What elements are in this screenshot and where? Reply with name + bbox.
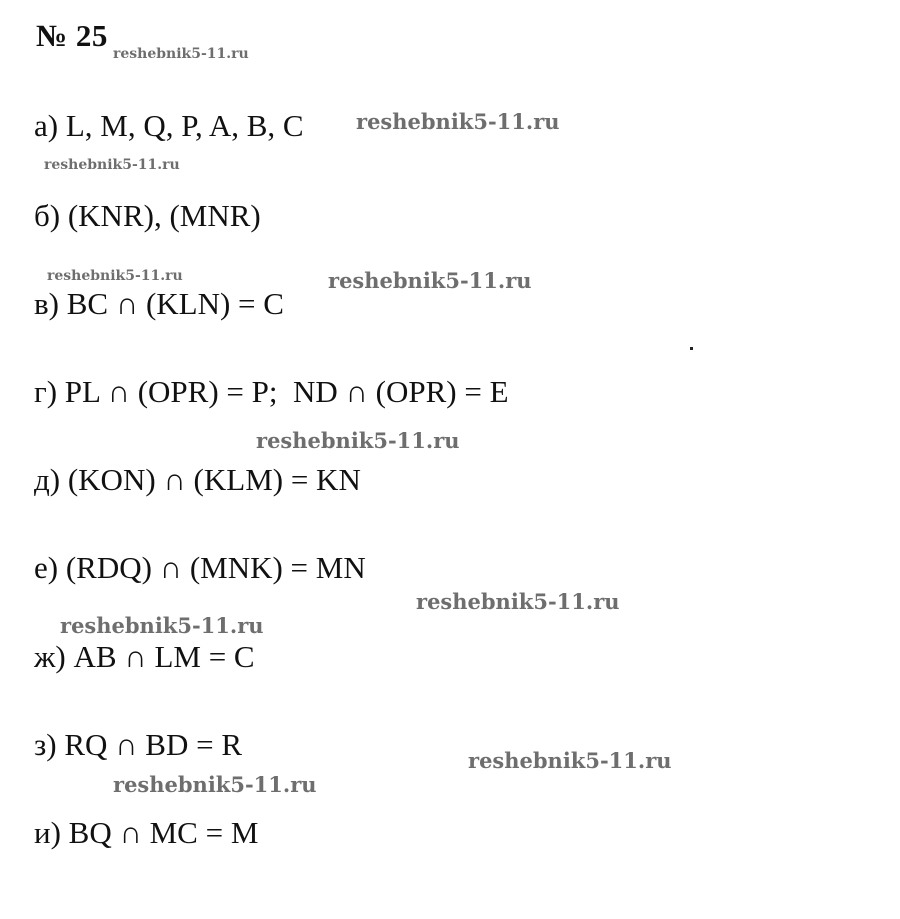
watermark: reshebnik5-11.ru bbox=[44, 157, 180, 173]
answer-z: з) RQ ∩ BD = R bbox=[34, 727, 242, 762]
answer-g: г) PL ∩ (OPR) = P; ND ∩ (OPR) = E bbox=[34, 374, 509, 409]
answer-a: а) L, M, Q, P, A, B, C bbox=[34, 108, 304, 143]
answer-v: в) BC ∩ (KLN) = C bbox=[34, 286, 284, 321]
watermark: reshebnik5-11.ru bbox=[416, 589, 620, 614]
watermark: reshebnik5-11.ru bbox=[47, 268, 183, 284]
answer-e: е) (RDQ) ∩ (MNK) = MN bbox=[34, 550, 366, 585]
answer-i: и) BQ ∩ MC = M bbox=[34, 815, 259, 850]
watermark: reshebnik5-11.ru bbox=[60, 613, 264, 638]
watermark: reshebnik5-11.ru bbox=[256, 428, 460, 453]
watermark: reshebnik5-11.ru bbox=[113, 46, 249, 62]
watermark: reshebnik5-11.ru bbox=[356, 109, 560, 134]
watermark: reshebnik5-11.ru bbox=[113, 772, 317, 797]
answer-d: д) (KON) ∩ (KLM) = KN bbox=[34, 462, 361, 497]
problem-number: № 25 bbox=[36, 18, 108, 53]
answer-zh: ж) AB ∩ LM = C bbox=[34, 639, 255, 674]
watermark: reshebnik5-11.ru bbox=[468, 748, 672, 773]
answer-b: б) (KNR), (MNR) bbox=[34, 198, 261, 233]
watermark: reshebnik5-11.ru bbox=[328, 268, 532, 293]
stray-dot bbox=[690, 347, 693, 350]
